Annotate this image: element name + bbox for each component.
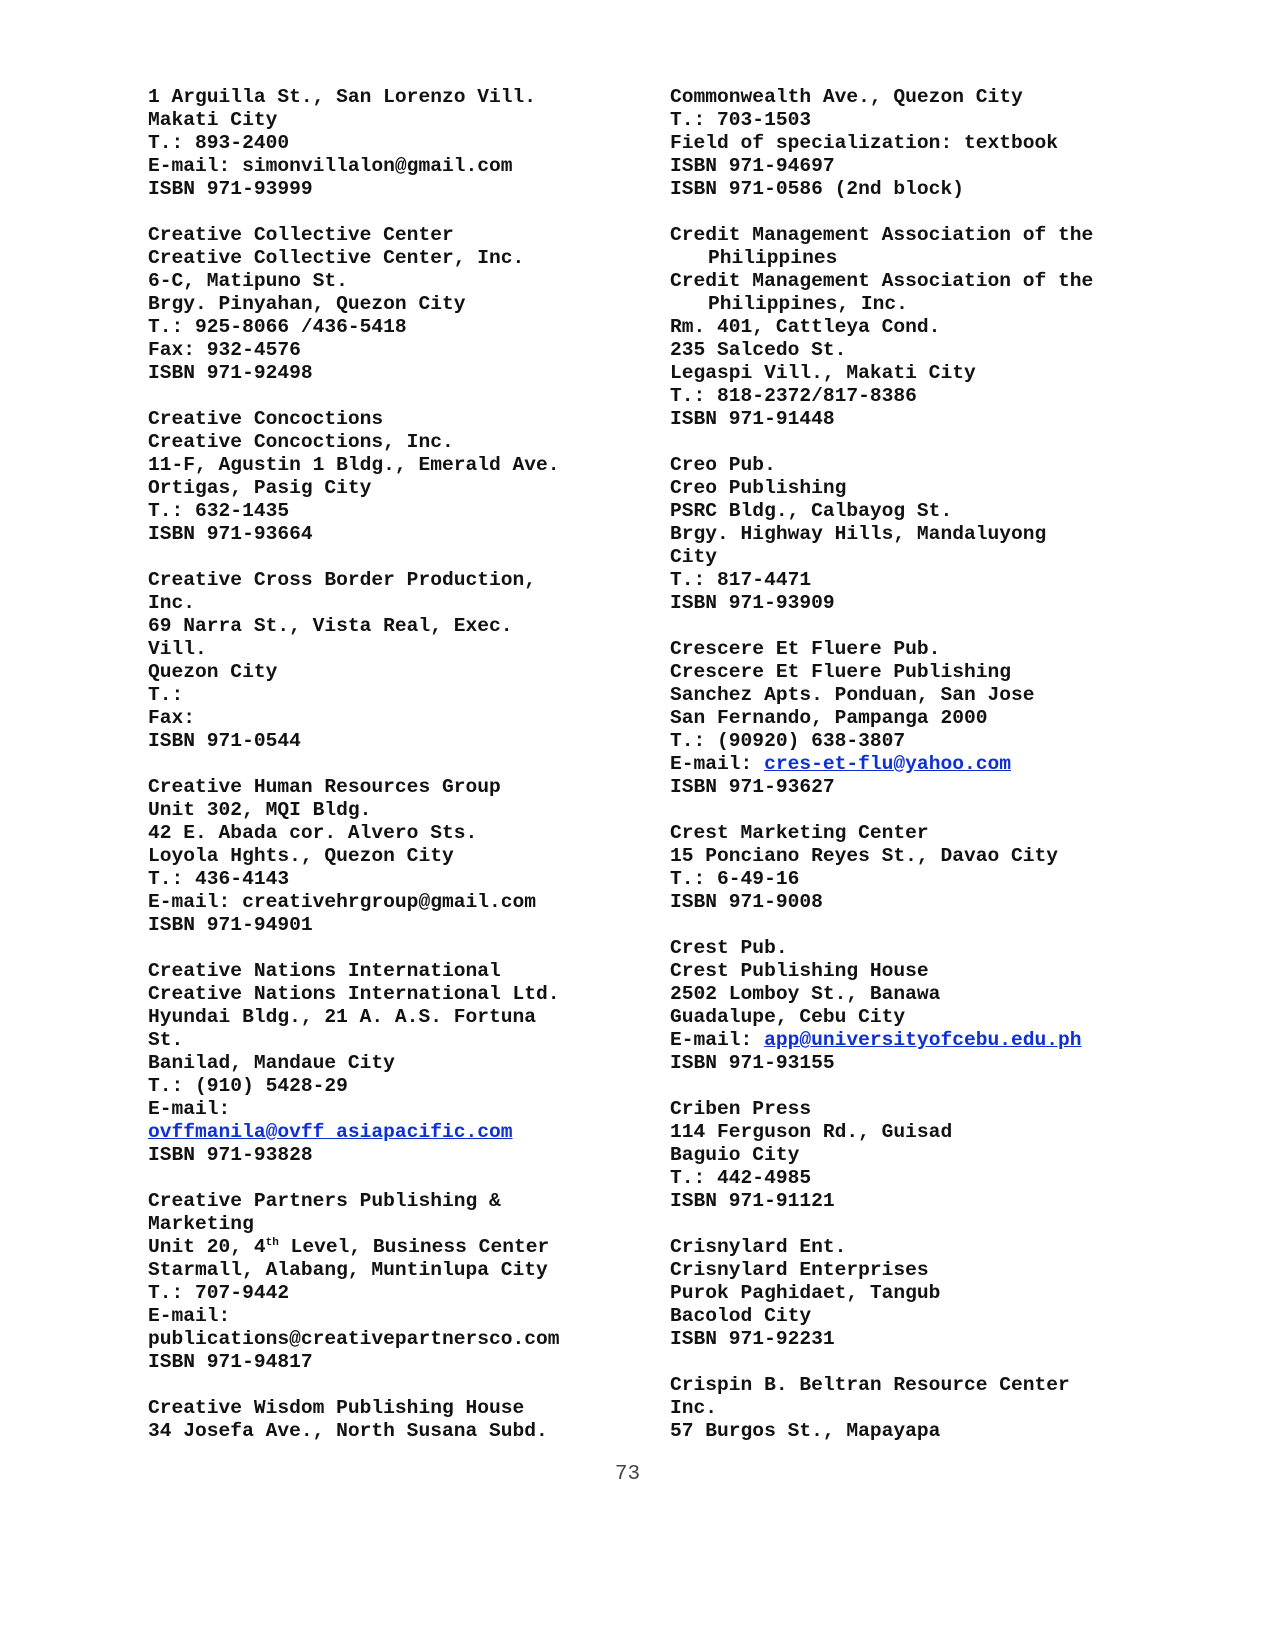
ordinal-suffix: th <box>265 1237 279 1249</box>
isbn-line: ISBN 971-92498 <box>148 362 313 384</box>
telephone-line: T.: (90920) 638-3807 <box>670 730 906 752</box>
publisher-name: Creative Concoctions <box>148 408 384 430</box>
city-line: Bacolod City <box>670 1305 812 1327</box>
isbn-line: ISBN 971-92231 <box>670 1328 835 1350</box>
address-text: Unit 20, 4 <box>148 1236 266 1258</box>
isbn-line: ISBN 971-94817 <box>148 1351 313 1373</box>
isbn-line: ISBN 971-91121 <box>670 1190 835 1212</box>
address-line: 69 Narra St., Vista Real, Exec. <box>148 615 513 637</box>
publisher-name: Creative Cross Border Production, <box>148 569 537 591</box>
publisher-name: Creative Human Resources Group <box>148 776 501 798</box>
isbn-line: ISBN 971-0586 (2nd block) <box>670 178 964 200</box>
address-line: 42 E. Abada cor. Alvero Sts. <box>148 822 478 844</box>
email-line <box>670 753 1150 776</box>
right-column <box>670 86 1150 1466</box>
telephone-line: T.: 703-1503 <box>670 109 812 131</box>
telephone-line: T.: 818-2372/817-8386 <box>670 385 917 407</box>
directory-entry <box>148 776 618 937</box>
directory-entry <box>670 224 1150 431</box>
telephone-line: T.: 632-1435 <box>148 500 290 522</box>
email-label: E-mail: <box>148 1098 231 1120</box>
publisher-name: Creo Pub. <box>670 454 776 476</box>
company-name: Philippines, Inc. <box>708 293 908 315</box>
publisher-name: Creative Partners Publishing & <box>148 1190 501 1212</box>
publisher-name: Crest Marketing Center <box>670 822 929 844</box>
email-line: publications@creativepartnersco.com <box>148 1328 560 1350</box>
address-line: 114 Ferguson Rd., Guisad <box>670 1121 953 1143</box>
publisher-name: Crispin B. Beltran Resource Center <box>670 1374 1070 1396</box>
address-line: Sanchez Apts. Ponduan, San Jose <box>670 684 1035 706</box>
address-line: Purok Paghidaet, Tangub <box>670 1282 941 1304</box>
address-line: Guadalupe, Cebu City <box>670 1006 906 1028</box>
company-name: Creative Concoctions, Inc. <box>148 431 454 453</box>
address-line: St. <box>148 1029 184 1051</box>
address-line <box>148 1236 618 1259</box>
company-name: Crest Publishing House <box>670 960 929 982</box>
directory-entry <box>148 1397 618 1443</box>
directory-entry <box>670 1098 1150 1213</box>
address-line: Unit 302, MQI Bldg. <box>148 799 372 821</box>
email-line <box>148 1121 618 1144</box>
telephone-line: T.: 893-2400 <box>148 132 290 154</box>
isbn-line: ISBN 971-93664 <box>148 523 313 545</box>
directory-entry <box>670 454 1150 615</box>
address-line: Vill. <box>148 638 207 660</box>
telephone-line: T.: 442-4985 <box>670 1167 812 1189</box>
directory-entry <box>670 86 1150 201</box>
email-link[interactable]: app@universityofcebu.edu.ph <box>764 1029 1082 1051</box>
telephone-line: T.: 817-4471 <box>670 569 812 591</box>
address-line: 34 Josefa Ave., North Susana Subd. <box>148 1420 548 1442</box>
address-line: Hyundai Bldg., 21 A. A.S. Fortuna <box>148 1006 537 1028</box>
directory-entry <box>670 937 1150 1075</box>
directory-entry <box>148 960 618 1167</box>
company-name: Crisnylard Enterprises <box>670 1259 929 1281</box>
isbn-line: ISBN 971-9008 <box>670 891 823 913</box>
city-line: Banilad, Mandaue City <box>148 1052 395 1074</box>
publisher-name: Crisnylard Ent. <box>670 1236 847 1258</box>
address-line: 6-C, Matipuno St. <box>148 270 348 292</box>
address-line: San Fernando, Pampanga 2000 <box>670 707 988 729</box>
company-name: Credit Management Association of the <box>670 270 1094 292</box>
left-column <box>148 86 618 1466</box>
email-link[interactable]: cres-et-flu@yahoo.com <box>764 753 1011 775</box>
email-line: E-mail: simonvillalon@gmail.com <box>148 155 513 177</box>
city-line: Makati City <box>148 109 278 131</box>
isbn-line: ISBN 971-94901 <box>148 914 313 936</box>
page-number: 73 <box>614 1463 641 1486</box>
address-line: Starmall, Alabang, Muntinlupa City <box>148 1259 548 1281</box>
address-line: Loyola Hghts., Quezon City <box>148 845 454 867</box>
address-line: 57 Burgos St., Mapayapa <box>670 1420 941 1442</box>
address-line: Brgy. Pinyahan, Quezon City <box>148 293 466 315</box>
address-line: 11-F, Agustin 1 Bldg., Emerald Ave. <box>148 454 560 476</box>
email-line: E-mail: creativehrgroup@gmail.com <box>148 891 537 913</box>
city-line: City <box>670 546 718 568</box>
isbn-line: ISBN 971-93909 <box>670 592 835 614</box>
telephone-line: T.: 436-4143 <box>148 868 290 890</box>
address-line: 15 Ponciano Reyes St., Davao City <box>670 845 1059 867</box>
directory-entry <box>148 1190 618 1374</box>
isbn-line: ISBN 971-0544 <box>148 730 301 752</box>
address-line: 235 Salcedo St. <box>670 339 847 361</box>
publisher-name: Crescere Et Fluere Pub. <box>670 638 941 660</box>
company-name: Creo Publishing <box>670 477 847 499</box>
isbn-line: ISBN 971-93828 <box>148 1144 313 1166</box>
address-line: PSRC Bldg., Calbayog St. <box>670 500 953 522</box>
directory-entry <box>670 638 1150 799</box>
address-line: Brgy. Highway Hills, Mandaluyong <box>670 523 1047 545</box>
telephone-line: T.: (910) 5428-29 <box>148 1075 348 1097</box>
email-label: E-mail: <box>148 1305 231 1327</box>
directory-entry <box>148 224 618 385</box>
fax-line: Fax: 932-4576 <box>148 339 301 361</box>
telephone-line: T.: 707-9442 <box>148 1282 290 1304</box>
directory-entry <box>148 569 618 753</box>
city-line: Baguio City <box>670 1144 800 1166</box>
publisher-name: Credit Management Association of the <box>670 224 1094 246</box>
fax-line: Fax: <box>148 707 196 729</box>
email-line <box>670 1029 1150 1052</box>
isbn-line: ISBN 971-93627 <box>670 776 835 798</box>
address-text: Level, Business Center <box>278 1236 550 1258</box>
directory-entry <box>148 408 618 546</box>
publisher-name: Creative Collective Center <box>148 224 454 246</box>
publisher-name: Crest Pub. <box>670 937 788 959</box>
telephone-line: T.: <box>148 684 184 706</box>
city-line: Quezon City <box>148 661 278 683</box>
specialization-line: Field of specialization: textbook <box>670 132 1059 154</box>
isbn-line: ISBN 971-91448 <box>670 408 835 430</box>
email-label: E-mail: <box>670 753 765 775</box>
email-label: E-mail: <box>670 1029 765 1051</box>
directory-entry <box>670 1374 1150 1443</box>
publisher-name: Marketing <box>148 1213 254 1235</box>
publisher-name: Inc. <box>148 592 196 614</box>
publisher-name: Inc. <box>670 1397 718 1419</box>
publisher-name: Creative Nations International <box>148 960 501 982</box>
address-line: Ortigas, Pasig City <box>148 477 372 499</box>
address-line: 1 Arguilla St., San Lorenzo Vill. <box>148 86 537 108</box>
address-line: 2502 Lomboy St., Banawa <box>670 983 941 1005</box>
isbn-line: ISBN 971-93999 <box>148 178 313 200</box>
directory-entry <box>148 86 618 201</box>
email-link[interactable]: ovffmanila@ovff_asiapacific.com <box>148 1121 513 1143</box>
company-name: Crescere Et Fluere Publishing <box>670 661 1011 683</box>
address-line: Legaspi Vill., Makati City <box>670 362 976 384</box>
telephone-line: T.: 925-8066 /436-5418 <box>148 316 407 338</box>
directory-entry <box>670 822 1150 914</box>
company-name: Creative Collective Center, Inc. <box>148 247 525 269</box>
company-name: Creative Nations International Ltd. <box>148 983 560 1005</box>
publisher-name: Creative Wisdom Publishing House <box>148 1397 525 1419</box>
publisher-name: Philippines <box>708 247 838 269</box>
isbn-line: ISBN 971-93155 <box>670 1052 835 1074</box>
telephone-line: T.: 6-49-16 <box>670 868 800 890</box>
address-line: Commonwealth Ave., Quezon City <box>670 86 1023 108</box>
directory-entry <box>670 1236 1150 1351</box>
address-line: Rm. 401, Cattleya Cond. <box>670 316 941 338</box>
isbn-line: ISBN 971-94697 <box>670 155 835 177</box>
publisher-name: Criben Press <box>670 1098 812 1120</box>
